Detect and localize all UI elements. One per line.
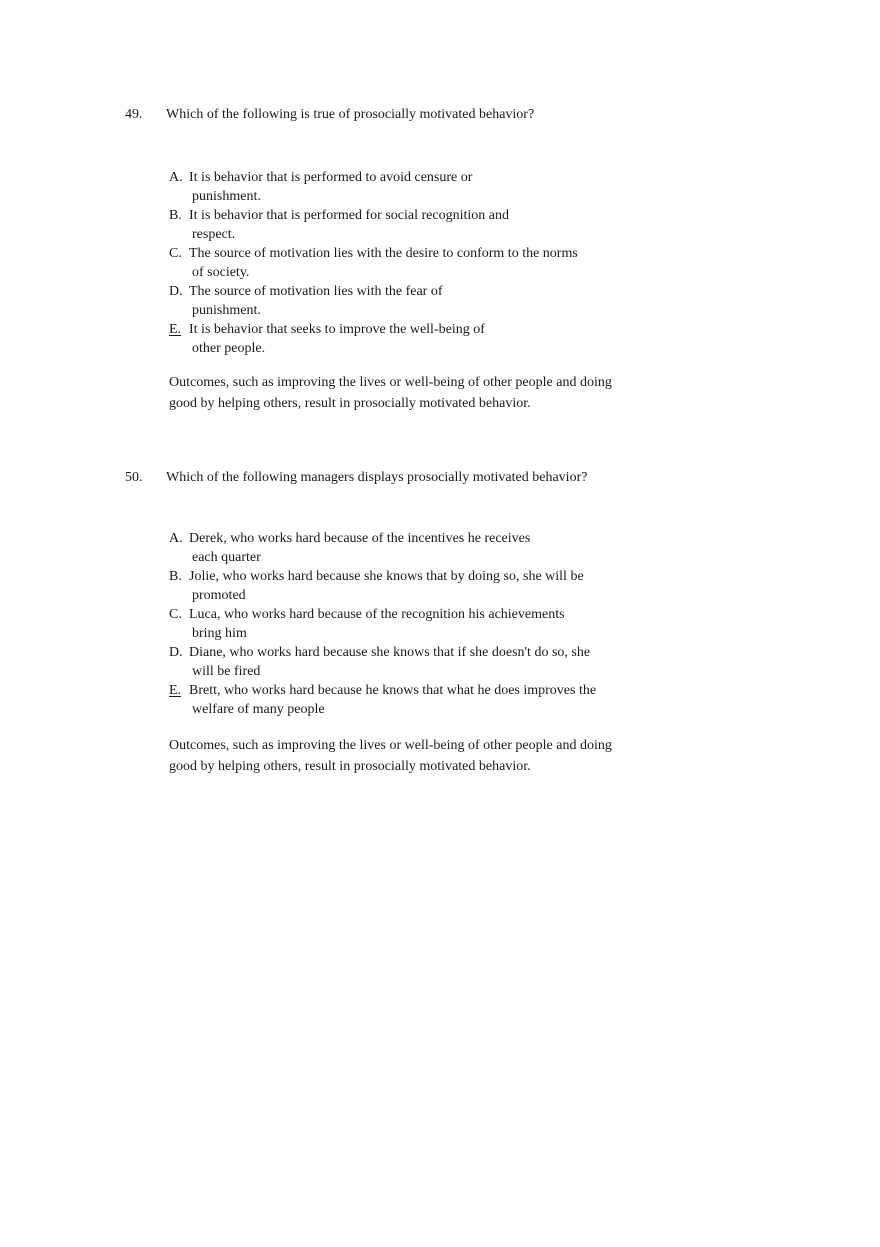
question-text: Which of the following managers displays prosocially motivated behavior? [166, 470, 588, 485]
question-49-explanation [169, 372, 649, 414]
correct-option-letter: E. [169, 683, 182, 698]
option-text-continued: welfare of many people [192, 702, 325, 717]
option-text-continued: other people. [192, 341, 266, 356]
question-50-options [169, 529, 596, 719]
option-text: The source of motivation lies with the desire to conform to the norms [189, 246, 578, 261]
option-text-continued: respect. [192, 227, 236, 242]
question-number: 50. [125, 470, 143, 485]
option-text-continued: of society. [192, 265, 250, 280]
option-text: The source of motivation lies with the fear of [189, 284, 443, 299]
option-text: Brett, who works hard because he knows that what he does improves the [189, 683, 597, 698]
option-d [169, 282, 578, 320]
question-50-explanation [169, 735, 649, 777]
option-letter: D. [169, 645, 183, 660]
option-text-continued: bring him [192, 626, 247, 641]
explanation-line: Outcomes, such as improving the lives or well-being of other people and doing [169, 375, 612, 390]
option-text-continued: punishment. [192, 189, 261, 204]
option-e [169, 320, 578, 358]
option-text: It is behavior that is performed for social recognition and [189, 208, 509, 223]
option-letter: B. [169, 569, 182, 584]
explanation-line: Outcomes, such as improving the lives or well-being of other people and doing [169, 738, 612, 753]
option-letter: B. [169, 208, 182, 223]
question-number: 49. [125, 107, 143, 122]
option-text: Diane, who works hard because she knows that if she doesn't do so, she [189, 645, 591, 660]
option-letter: A. [169, 170, 183, 185]
option-text-continued: punishment. [192, 303, 261, 318]
option-letter: C. [169, 246, 182, 261]
option-text: Luca, who works hard because of the recognition his achievements [189, 607, 565, 622]
option-a [169, 168, 578, 206]
question-49-options [169, 168, 578, 358]
option-letter: D. [169, 284, 183, 299]
question-text: Which of the following is true of prosocially motivated behavior? [166, 107, 535, 122]
option-text: Jolie, who works hard because she knows that by doing so, she will be [189, 569, 584, 584]
option-e [169, 681, 596, 719]
option-text-continued: each quarter [192, 550, 261, 565]
option-letter: C. [169, 607, 182, 622]
option-d [169, 643, 596, 681]
option-text: It is behavior that is performed to avoid censure or [189, 170, 473, 185]
explanation-line: good by helping others, result in prosocially motivated behavior. [169, 759, 531, 774]
option-b [169, 206, 578, 244]
option-text: It is behavior that seeks to improve the well-being of [189, 322, 485, 337]
option-text-continued: promoted [192, 588, 246, 603]
option-a [169, 529, 596, 567]
option-text: Derek, who works hard because of the incentives he receives [189, 531, 531, 546]
option-c [169, 605, 596, 643]
option-text-continued: will be fired [192, 664, 261, 679]
option-letter: A. [169, 531, 183, 546]
correct-option-letter: E. [169, 322, 182, 337]
option-c [169, 244, 578, 282]
option-b [169, 567, 596, 605]
explanation-line: good by helping others, result in prosocially motivated behavior. [169, 396, 531, 411]
